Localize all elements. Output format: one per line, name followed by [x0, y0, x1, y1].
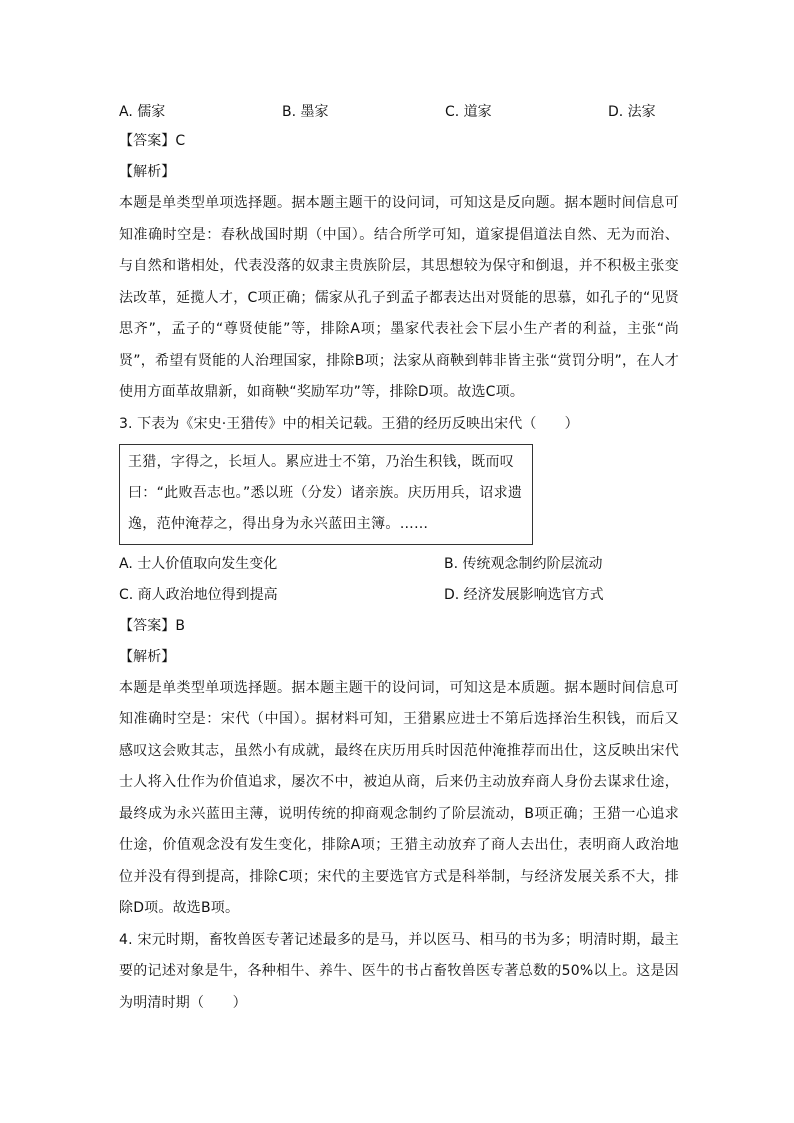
q3-options-row-2 [119, 580, 679, 611]
q3-analysis-heading: 【解析】 [119, 648, 176, 665]
q2-option-d: D. 法家 [608, 104, 656, 120]
q2-option-c: C. 道家 [445, 104, 492, 120]
q2-option-b: B. 墨家 [282, 104, 329, 120]
q3-answer: 【答案】B [119, 617, 186, 634]
q3-option-c: C. 商人政治地位得到提高 [119, 586, 278, 603]
q3-option-d: D. 经济发展影响选官方式 [444, 586, 604, 603]
q3-options-row-1 [119, 549, 679, 580]
q3-analysis-text: 本题是单类型单项选择题。据本题主题干的设问词，可知这是本质题。据本题时间信息可知准确时空是：宋代（中国）。据材料可知，王猎累应进士不第后选择治生积钱，而后又感叹这会败其志，虽然小有成就，最终在庆历用兵时因范仲淹推荐而出仕，这反映出宋代士人将入仕作为价值追求，屡次不中，被迫从商，后来仍主动放弃商人身份去谋求仕途，最终成为永兴蓝田主薄，说明传统的抑商观念制约了阶层流动，B项正确；王猎一心追求仕途，价值观念没有发生变化，排除A项；王猎主动放弃了商人去出仕，表明商人政治地位并没有得到提高，排除C项；宋代的主要选官方式是科举制，与经济发展关系不大，排除D项。故选B项。 [119, 679, 679, 916]
q2-options [119, 98, 679, 126]
q2-answer: 【答案】C [119, 133, 186, 149]
document-page [119, 98, 679, 1019]
q3-stem: 3. 下表为《宋史·王猎传》中的相关记载。王猎的经历反映出宋代（ ） [119, 415, 579, 432]
q4-stem: 4. 宋元时期，畜牧兽医专著记述最多的是马，并以医马、相马的书为多；明清时期，最主要的记述对象是牛，各种相牛、养牛、医牛的书占畜牧兽医专著总数的50%以上。这是因为明清时期（ ） [119, 931, 679, 1011]
q3-quote-box [119, 444, 533, 545]
q3-quote-text: 王猎，字得之，长垣人。累应进士不第，乃治生积钱，既而叹曰：“此败吾志也。”悉以班（分发）诸亲族。庆历用兵，诏求遗逸，范仲淹荐之，得出身为永兴蓝田主簿。…… [128, 453, 523, 532]
q3-option-a: A. 士人价值取向发生变化 [119, 555, 278, 572]
q2-option-a: A. 儒家 [119, 104, 166, 120]
q2-analysis-text: 本题是单类型单项选择题。据本题主题干的设问词，可知这是反向题。据本题时间信息可知准确时空是：春秋战国时期（中国）。结合所学可知，道家提倡道法自然、无为而治、与自然和谐相处，代表没落的奴隶主贵族阶层，其思想较为保守和倒退，并不积极主张变法改革，延揽人才，C项正确；儒家从孔子到孟子都表达出对贤能的思慕，如孔子的“见贤思齐”，孟子的“尊贤使能”等，排除A项；墨家代表社会下层小生产者的利益，主张“尚贤”，希望有贤能的人治理国家，排除B项；法家从商鞅到韩非皆主张“赏罚分明”，在人才使用方面革故鼎新，如商鞅“奖励军功”等，排除D项。故选C项。 [119, 195, 679, 400]
q3-option-b: B. 传统观念制约阶层流动 [444, 555, 603, 572]
q2-analysis-heading: 【解析】 [119, 164, 176, 180]
